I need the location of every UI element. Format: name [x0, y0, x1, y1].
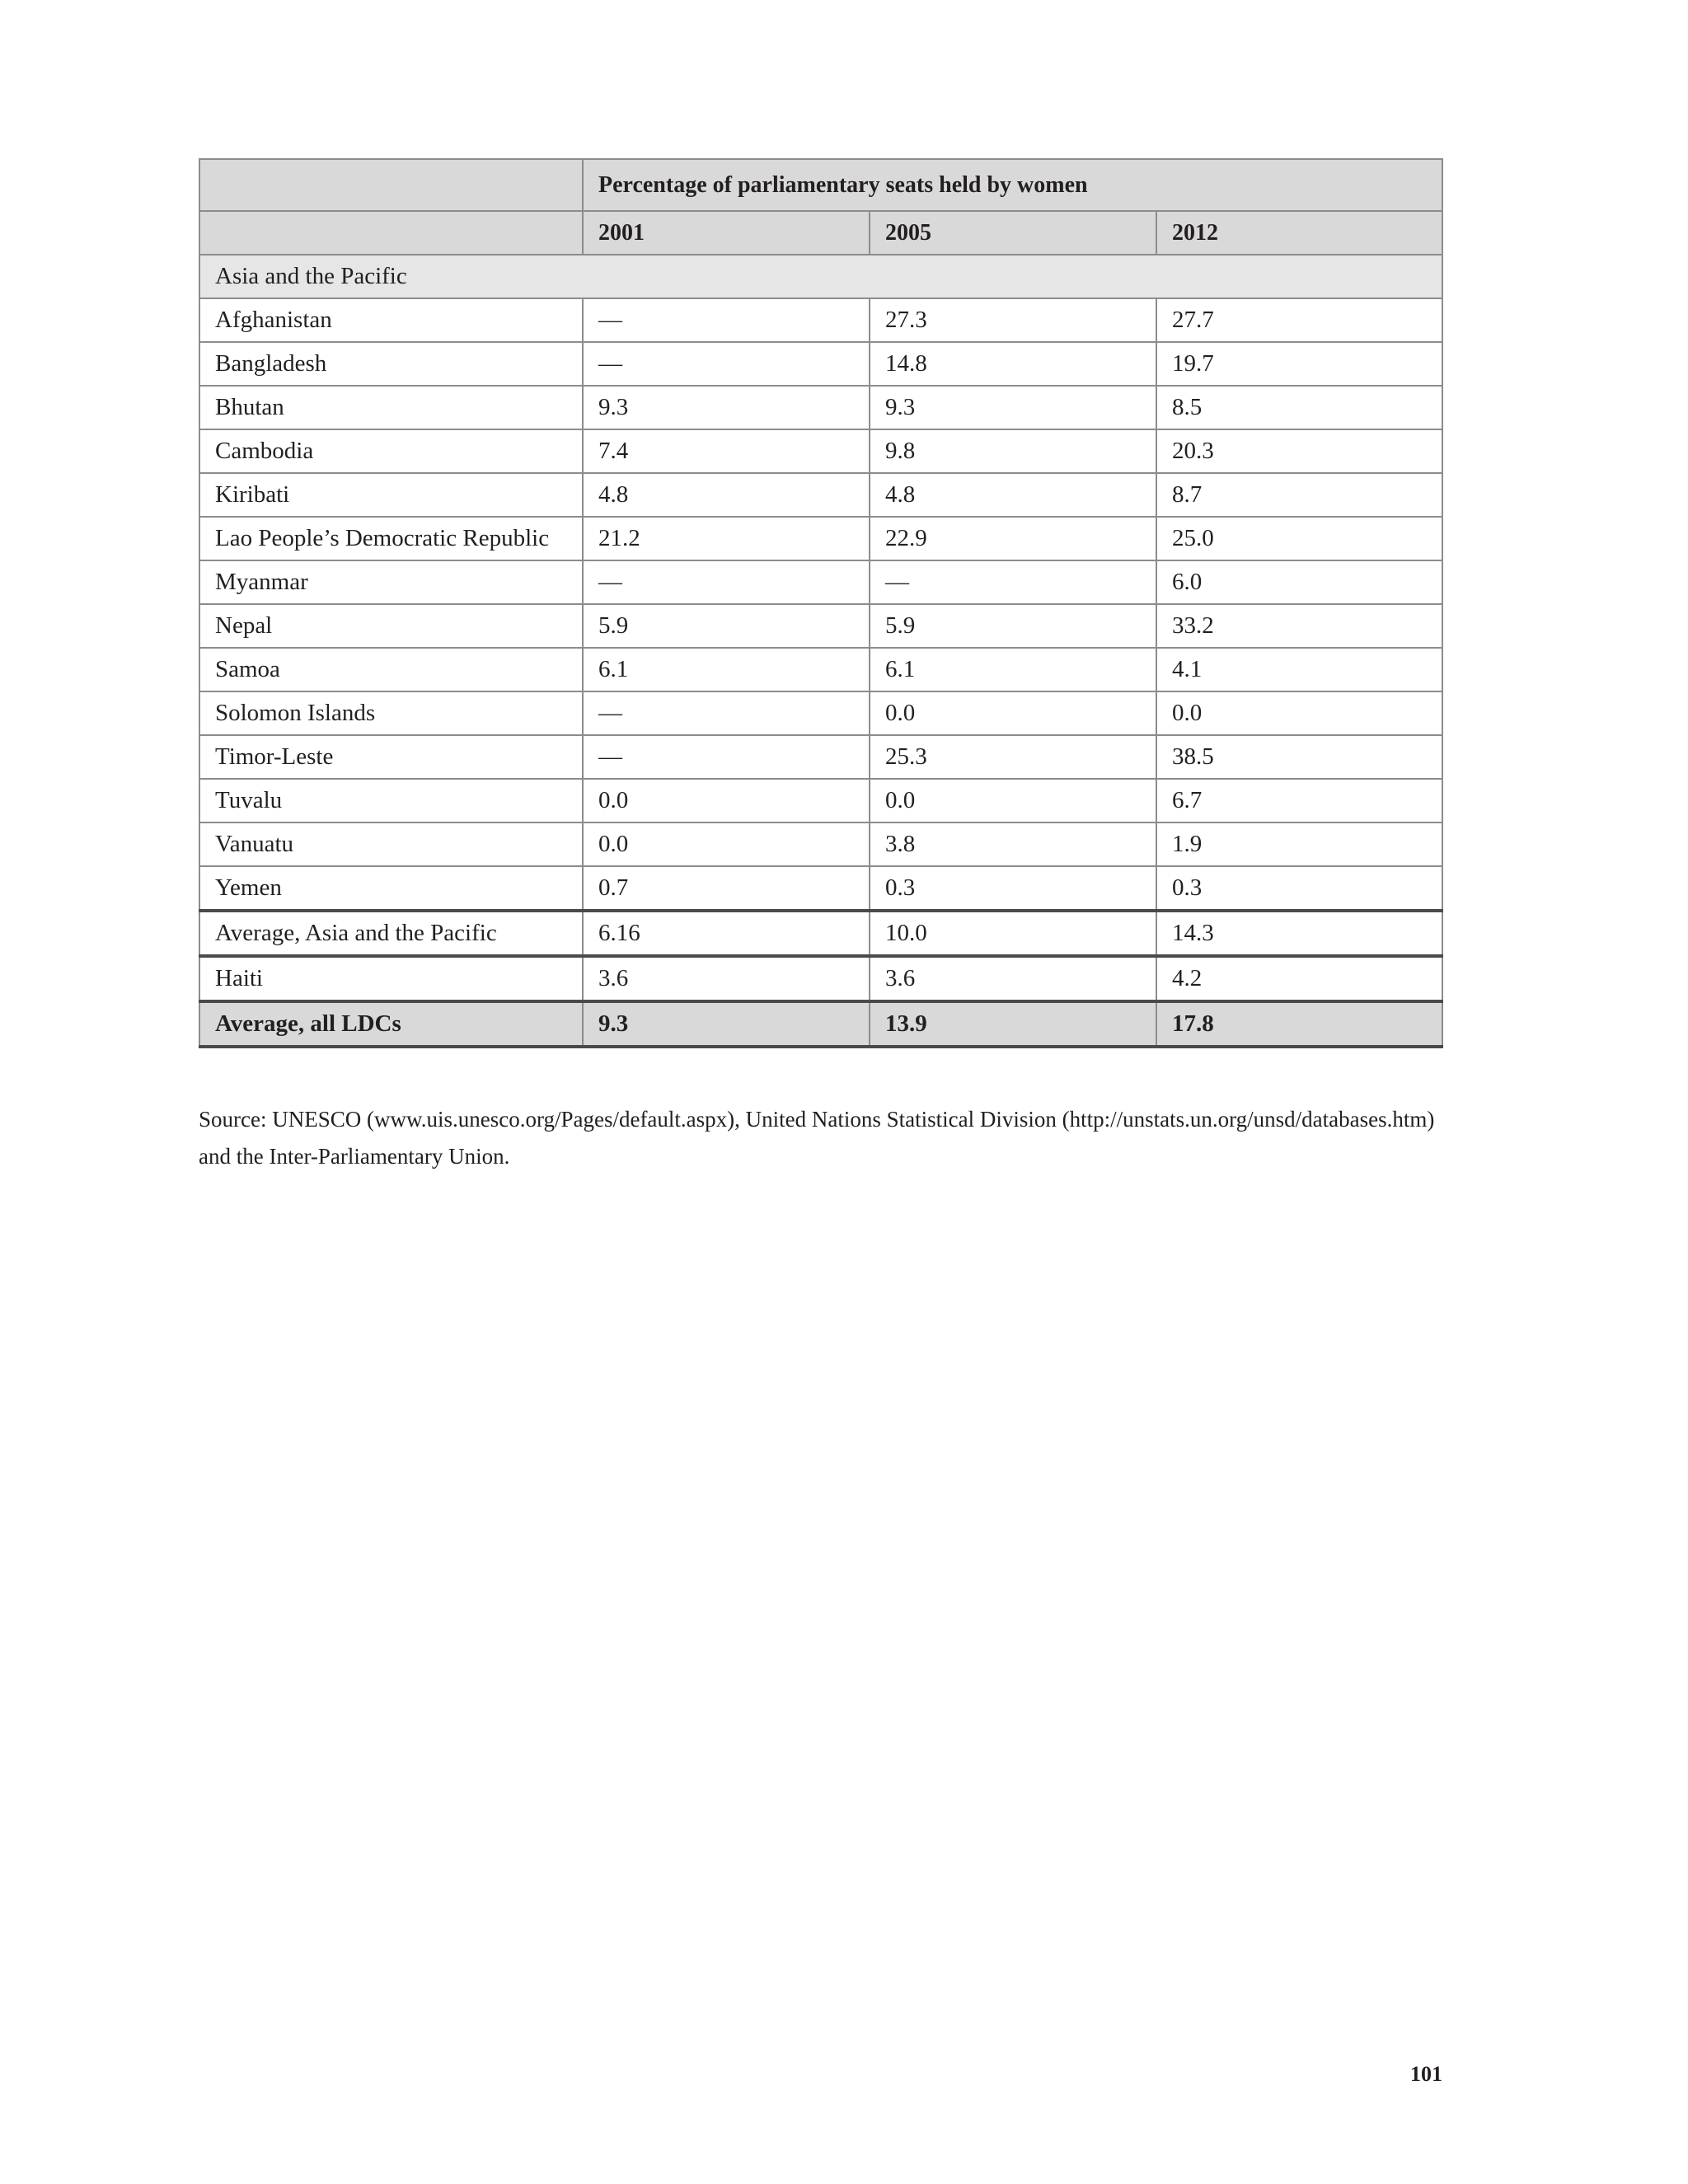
value-2012: 19.7	[1156, 342, 1442, 386]
value-2005: 3.6	[870, 956, 1156, 1001]
value-2001: 21.2	[583, 517, 870, 560]
value-2012: 0.3	[1156, 866, 1442, 911]
haiti-row	[199, 956, 1442, 1001]
country-name: Samoa	[199, 648, 583, 691]
value-2001: —	[583, 735, 870, 779]
table-row	[199, 473, 1442, 517]
country-name: Bangladesh	[199, 342, 583, 386]
value-2012: 8.7	[1156, 473, 1442, 517]
year-empty-cell	[199, 211, 583, 255]
table-row	[199, 779, 1442, 823]
table-row	[199, 691, 1442, 735]
value-2012: 6.7	[1156, 779, 1442, 823]
country-name: Bhutan	[199, 386, 583, 429]
country-name: Tuvalu	[199, 779, 583, 823]
region-average-2012: 14.3	[1156, 911, 1442, 956]
value-2005: 22.9	[870, 517, 1156, 560]
region-average-2001: 6.16	[583, 911, 870, 956]
table-row	[199, 429, 1442, 473]
year-header-2001: 2001	[583, 211, 870, 255]
country-name: Myanmar	[199, 560, 583, 604]
value-2005: —	[870, 560, 1156, 604]
total-average-label: Average, all LDCs	[199, 1001, 583, 1047]
table-row	[199, 517, 1442, 560]
total-average-2012: 17.8	[1156, 1001, 1442, 1047]
total-average-row	[199, 1001, 1442, 1047]
country-name: Solomon Islands	[199, 691, 583, 735]
table-row	[199, 560, 1442, 604]
header-empty-cell	[199, 159, 583, 211]
table-year-row	[199, 211, 1442, 255]
value-2012: 0.0	[1156, 691, 1442, 735]
table-row	[199, 386, 1442, 429]
region-average-2005: 10.0	[870, 911, 1156, 956]
parliamentary-seats-table	[199, 158, 1443, 1048]
value-2005: 25.3	[870, 735, 1156, 779]
table-row	[199, 604, 1442, 648]
value-2005: 0.0	[870, 691, 1156, 735]
value-2012: 38.5	[1156, 735, 1442, 779]
value-2005: 9.3	[870, 386, 1156, 429]
table-row	[199, 342, 1442, 386]
region-average-row	[199, 911, 1442, 956]
table-header-row	[199, 159, 1442, 211]
value-2001: 3.6	[583, 956, 870, 1001]
value-2005: 14.8	[870, 342, 1156, 386]
year-header-2005: 2005	[870, 211, 1156, 255]
value-2005: 27.3	[870, 298, 1156, 342]
value-2012: 8.5	[1156, 386, 1442, 429]
table-row	[199, 648, 1442, 691]
country-name: Nepal	[199, 604, 583, 648]
table-row	[199, 298, 1442, 342]
region-row	[199, 255, 1442, 298]
value-2001: 5.9	[583, 604, 870, 648]
value-2001: —	[583, 560, 870, 604]
value-2005: 3.8	[870, 823, 1156, 866]
value-2001: 0.0	[583, 779, 870, 823]
country-name: Afghanistan	[199, 298, 583, 342]
value-2001: —	[583, 691, 870, 735]
country-name: Yemen	[199, 866, 583, 911]
value-2012: 4.2	[1156, 956, 1442, 1001]
value-2005: 4.8	[870, 473, 1156, 517]
country-name: Lao People’s Democratic Republic	[199, 517, 583, 560]
table-row	[199, 735, 1442, 779]
value-2005: 0.0	[870, 779, 1156, 823]
region-average-label: Average, Asia and the Pacific	[199, 911, 583, 956]
value-2005: 6.1	[870, 648, 1156, 691]
value-2001: 7.4	[583, 429, 870, 473]
value-2005: 9.8	[870, 429, 1156, 473]
country-name: Cambodia	[199, 429, 583, 473]
value-2012: 1.9	[1156, 823, 1442, 866]
value-2001: 0.0	[583, 823, 870, 866]
value-2001: 4.8	[583, 473, 870, 517]
header-title: Percentage of parliamentary seats held by women	[583, 159, 1442, 211]
year-header-2012: 2012	[1156, 211, 1442, 255]
source-note: Source: UNESCO (www.uis.unesco.org/Pages/default.aspx), United Nations Statistical Division (http://unstats.un.org/unsd/databases.htm) and the Inter-Parliamentary Union.	[199, 1107, 1435, 1169]
value-2012: 6.0	[1156, 560, 1442, 604]
value-2012: 33.2	[1156, 604, 1442, 648]
country-name: Haiti	[199, 956, 583, 1001]
value-2005: 0.3	[870, 866, 1156, 911]
value-2001: —	[583, 342, 870, 386]
country-name: Kiribati	[199, 473, 583, 517]
country-name: Timor-Leste	[199, 735, 583, 779]
value-2001: 6.1	[583, 648, 870, 691]
value-2001: 9.3	[583, 386, 870, 429]
table-row	[199, 823, 1442, 866]
table-row	[199, 866, 1442, 911]
page-number: 101	[1410, 2062, 1442, 2086]
country-name: Vanuatu	[199, 823, 583, 866]
value-2012: 27.7	[1156, 298, 1442, 342]
value-2001: —	[583, 298, 870, 342]
total-average-2001: 9.3	[583, 1001, 870, 1047]
value-2005: 5.9	[870, 604, 1156, 648]
total-average-2005: 13.9	[870, 1001, 1156, 1047]
value-2001: 0.7	[583, 866, 870, 911]
region-label: Asia and the Pacific	[199, 255, 1442, 298]
value-2012: 4.1	[1156, 648, 1442, 691]
value-2012: 20.3	[1156, 429, 1442, 473]
value-2012: 25.0	[1156, 517, 1442, 560]
